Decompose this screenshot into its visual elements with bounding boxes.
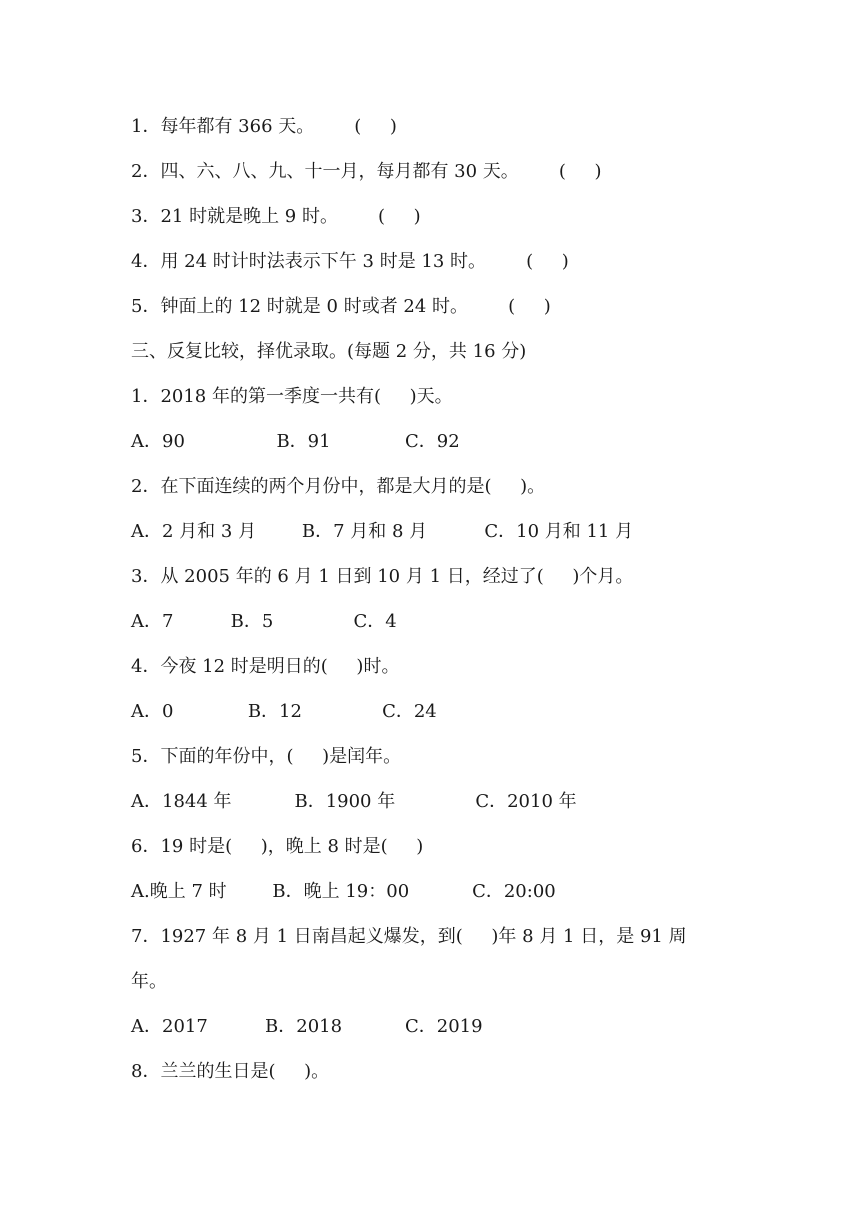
question-2: 2．在下面连续的两个月份中，都是大月的是( )。 — [131, 476, 546, 497]
question-2-options: A．2 月和 3 月 B．7 月和 8 月 C．10 月和 11 月 — [131, 521, 634, 542]
question-1-options: A．90 B．91 C．92 — [131, 431, 460, 452]
question-6-options: A.晚上 7 时 B．晚上 19：00 C．20:00 — [131, 881, 556, 902]
question-7: 7．1927 年 8 月 1 日南昌起义爆发，到( )年 8 月 1 日，是 91 周 — [131, 926, 687, 947]
judge-item-2: 2．四、六、八、九、十一月，每月都有 30 天。 ( ) — [131, 161, 602, 182]
judge-item-3: 3．21 时就是晚上 9 时。 ( ) — [131, 206, 421, 227]
question-5-options: A．1844 年 B．1900 年 C．2010 年 — [131, 791, 577, 812]
question-3: 3．从 2005 年的 6 月 1 日到 10 月 1 日，经过了( )个月。 — [131, 566, 634, 587]
question-3-options: A．7 B．5 C．4 — [131, 611, 397, 632]
question-6: 6．19 时是( )，晚上 8 时是( ) — [131, 836, 424, 857]
question-4-options: A．0 B．12 C．24 — [131, 701, 437, 722]
question-4: 4．今夜 12 时是明日的( )时。 — [131, 656, 400, 677]
question-8: 8．兰兰的生日是( )。 — [131, 1061, 330, 1082]
question-5: 5．下面的年份中，( )是闰年。 — [131, 746, 402, 767]
judge-item-4: 4．用 24 时计时法表示下午 3 时是 13 时。 ( ) — [131, 251, 569, 272]
judge-item-5: 5．钟面上的 12 时就是 0 时或者 24 时。 ( ) — [131, 296, 551, 317]
question-7-continued: 年。 — [131, 971, 167, 992]
judge-item-1: 1．每年都有 366 天。 ( ) — [131, 116, 397, 137]
question-7-options: A．2017 B．2018 C．2019 — [131, 1016, 483, 1037]
section-3-heading: 三、反复比较，择优录取。(每题 2 分，共 16 分) — [131, 341, 527, 362]
question-1: 1．2018 年的第一季度一共有( )天。 — [131, 386, 453, 407]
